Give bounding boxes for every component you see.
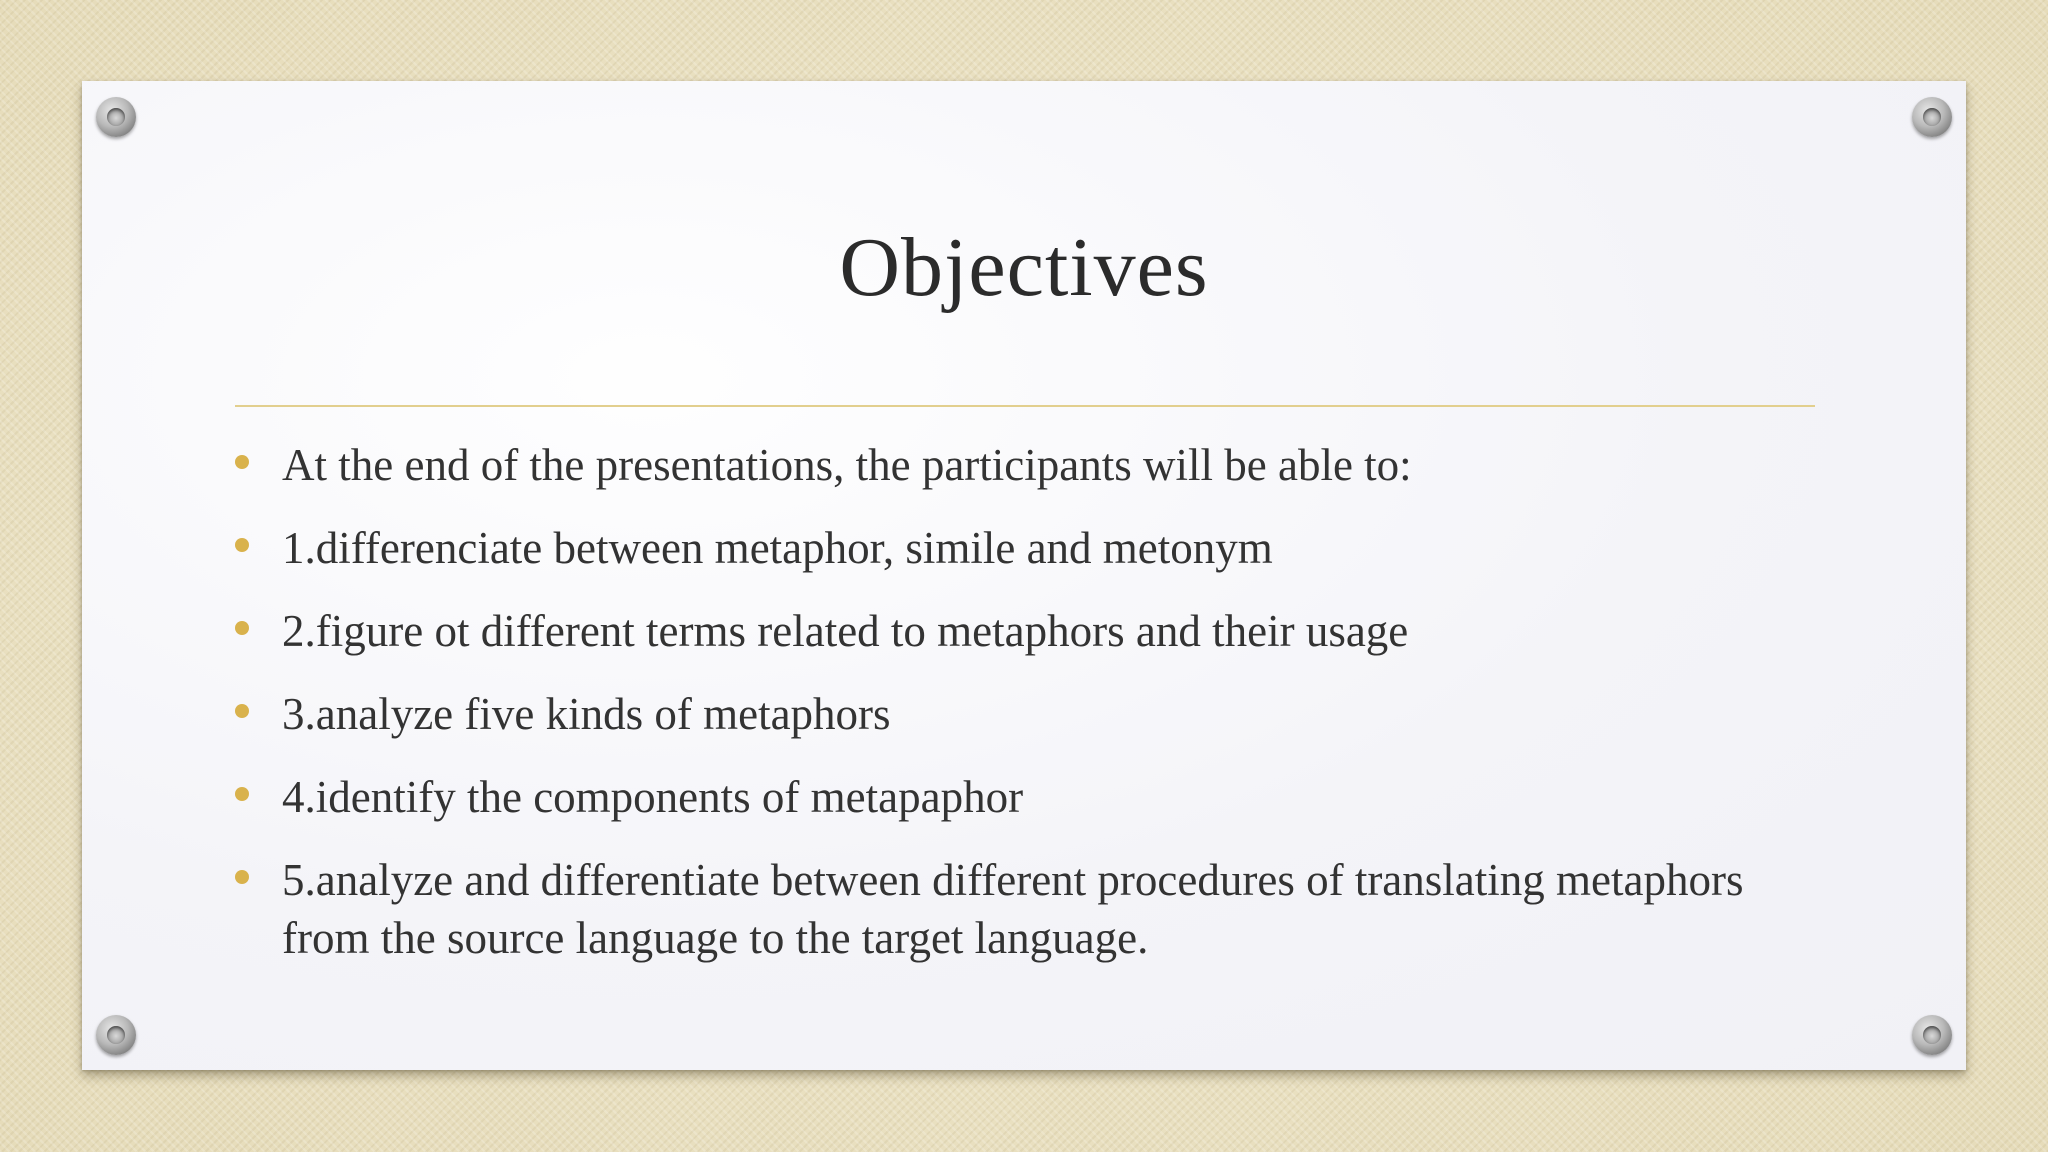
slide-title: Objectives	[839, 221, 1209, 314]
bullet-item	[235, 685, 1795, 743]
bullet-text: 5.analyze and differentiate between different procedures of translating metaphors from the source language to the target language.	[282, 855, 1744, 963]
grommet-top-left-icon	[96, 97, 136, 137]
bullet-item	[235, 436, 1795, 494]
title-divider	[235, 405, 1815, 407]
bullet-dot-icon	[235, 455, 249, 469]
bullet-dot-icon	[235, 787, 249, 801]
bullet-text: 1.differenciate between metaphor, simile and metonym	[282, 523, 1273, 573]
grommet-bottom-right-icon	[1912, 1015, 1952, 1055]
bullet-item	[235, 602, 1795, 660]
bullet-dot-icon	[235, 621, 249, 635]
bullet-item	[235, 519, 1795, 577]
bullet-dot-icon	[235, 704, 249, 718]
bullet-dot-icon	[235, 538, 249, 552]
grommet-bottom-left-icon	[96, 1015, 136, 1055]
bullet-text: At the end of the presentations, the participants will be able to:	[282, 440, 1412, 490]
bullet-text: 3.analyze five kinds of metaphors	[282, 689, 891, 739]
bullet-list	[235, 436, 1795, 992]
bullet-dot-icon	[235, 870, 249, 884]
bullet-text: 4.identify the components of metapaphor	[282, 772, 1024, 822]
bullet-item	[235, 851, 1795, 967]
grommet-top-right-icon	[1912, 97, 1952, 137]
bullet-text: 2.figure ot different terms related to metaphors and their usage	[282, 606, 1409, 656]
bullet-item	[235, 768, 1795, 826]
